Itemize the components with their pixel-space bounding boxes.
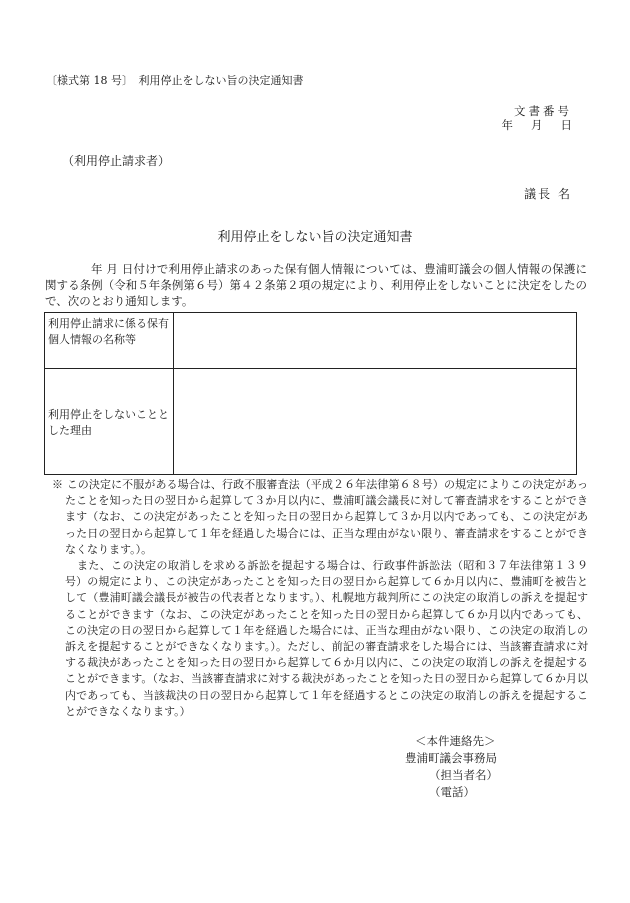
table-row — [45, 369, 577, 475]
contact-office: 豊浦町議会事務局 — [405, 751, 497, 765]
table-row — [45, 313, 577, 369]
contact-person: （担当者名） — [429, 768, 498, 782]
requester-label: （利用停止請求者） — [62, 154, 171, 168]
personal-info-name-label: 利用停止請求に係る保有個人情報の名称等 — [45, 313, 174, 369]
document-number: 文書番号 — [514, 104, 572, 118]
reason-value — [174, 369, 577, 475]
form-number-label: 〔様式第 18 号〕 利用停止をしない旨の決定通知書 — [46, 74, 304, 87]
date-year: 年 — [501, 118, 513, 132]
info-table — [44, 312, 577, 475]
document-date — [484, 117, 573, 133]
body-paragraph: 年 月 日付けで利用停止請求のあった保有個人情報については、豊浦町議会の個人情報の保護に関する条例（令和５年条例第６号）第４２条第２項の規定により、利用停止をしないことに決定をしたので、次のとおり通知します。 — [45, 262, 587, 308]
document-title: 利用停止をしない旨の決定通知書 — [217, 230, 413, 245]
date-day: 日 — [560, 118, 572, 132]
date-month: 月 — [531, 118, 543, 132]
contact-heading: ＜本件連絡先＞ — [415, 734, 496, 748]
notes-section — [52, 477, 588, 720]
chairperson-name: 議長 名 — [524, 187, 572, 201]
contact-block — [405, 733, 498, 801]
contact-phone: （電話） — [429, 785, 475, 799]
lawsuit-note: また、この決定の取消しを求める訴訟を提起する場合は、行政事件訴訟法（昭和３７年法律第１３９号）の規定により、この決定があったことを知った日の翌日から起算して６か月以内に、豊浦町を被告として（豊浦町議会議長が被告の代表者となります。）、札幌地方裁判所にこの決定の取消しの訴えを提起することができます（なお、この決定があったことを知った日の翌日から起算して６か月以内であっても、この決定の日の翌日から起算して１年を経過した場合には、正当な理由がない限り、この決定の取消しの訴えを提起することができなくなります。）。ただし、前記の審査請求をした場合には、当該審査請求に対する裁決があったことを知った日の翌日から起算して６か月以内に、この決定の取消しの訴えを提起することができます。（なお、当該審査請求に対する裁決があったことを知った日の翌日から起算して６か月以内であっても、当該裁決の日の翌日から起算して１年を経過するとこの決定の取消しの訴えを提起することができなくなります。） — [65, 559, 588, 718]
personal-info-name-value — [174, 313, 577, 369]
reason-label: 利用停止をしないこととした理由 — [45, 369, 174, 475]
appeal-note: ※ この決定に不服がある場合は、行政不服審査法（平成２６年法律第６８号）の規定によりこの決定があったことを知った日の翌日から起算して３か月以内に、豊浦町議会議長に対して審査請求をすることができます（なお、この決定があったことを知った日の翌日から起算して３か月以内であっても、この決定があった日の翌日から起算して１年を経過した場合には、正当な理由がない限り、審査請求をすることができなくなります。）。 — [52, 478, 588, 556]
